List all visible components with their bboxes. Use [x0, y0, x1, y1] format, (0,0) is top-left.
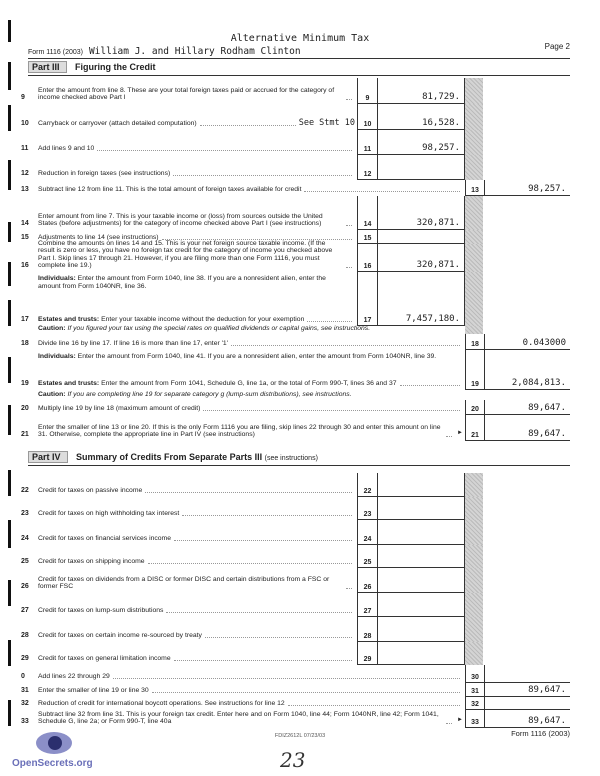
box-number: 13	[465, 180, 484, 196]
shaded-column	[465, 617, 483, 642]
line-20	[21, 400, 463, 413]
bold-lead: Estates and trusts:	[38, 380, 100, 388]
text: Reduction of credit for international boycott operations. See instructions for line 12	[38, 700, 285, 708]
scan-margin-mark	[8, 357, 11, 383]
line-24-amount-field[interactable]	[377, 520, 465, 545]
shaded-column	[465, 473, 483, 497]
part4-subtitle: (see instructions)	[264, 455, 318, 462]
line-16-amount-field[interactable]: 320,871.	[377, 244, 465, 272]
text: Subtract line 12 from line 11. This is the total amount of foreign taxes available for credit	[38, 186, 302, 194]
line-31-amount-field[interactable]: 89,647.	[484, 683, 570, 697]
text: Credit for taxes on dividends from a DISC or former DISC and certain distributions from a FSC or former FSC	[38, 575, 330, 591]
text: Divide line 16 by line 17. If line 16 is more than line 17, enter '1'	[38, 340, 228, 348]
bold-lead: Individuals:	[38, 275, 76, 282]
caution-lead: Caution:	[38, 391, 66, 398]
line-text	[38, 186, 301, 194]
line-number: 9	[21, 94, 25, 102]
line-17-amount-field[interactable]: 7,457,180.	[377, 272, 465, 326]
arrow-icon: ►	[457, 430, 463, 437]
line-number: 29	[21, 655, 29, 663]
line-number: 19	[21, 380, 29, 388]
box-number: 25	[357, 545, 377, 568]
line-number: 27	[21, 607, 29, 615]
line-10-amount-field[interactable]: 16,528.	[377, 104, 465, 130]
box-number: 15	[357, 230, 377, 244]
part4-header	[28, 451, 570, 466]
line-text	[38, 535, 171, 543]
dot-leader	[174, 540, 352, 541]
scan-margin-mark	[8, 700, 11, 726]
box-number: 9	[357, 78, 377, 104]
line-26	[21, 568, 355, 591]
text: Add lines 9 and 10	[38, 145, 95, 153]
line-22-amount-field[interactable]	[377, 473, 465, 497]
handwritten-page-number: 23	[280, 748, 306, 772]
box-number: 28	[357, 617, 377, 642]
dot-leader	[346, 267, 352, 268]
line-text	[38, 711, 443, 726]
page-label: Page 2	[544, 42, 570, 51]
line-14-amount-field[interactable]: 320,871.	[377, 196, 465, 230]
caution-text: If you are completing line 19 for separate category g (lump-sum distributions), see instructions.	[67, 391, 352, 398]
line-number: 31	[21, 687, 29, 695]
shaded-column	[465, 78, 483, 104]
line-0	[21, 665, 463, 681]
box-number: 12	[357, 155, 377, 180]
line-29	[21, 642, 355, 663]
shaded-column	[465, 272, 483, 326]
line-text	[38, 316, 304, 324]
line-text	[38, 576, 343, 591]
dot-leader	[174, 660, 352, 661]
shaded-column	[465, 545, 483, 568]
box-number: 19	[465, 350, 484, 390]
line-text	[38, 632, 202, 640]
line-13	[21, 180, 463, 194]
box-number: 17	[357, 272, 377, 326]
line-text	[38, 340, 228, 348]
scan-margin-mark	[8, 105, 11, 131]
text: Enter the amount from Form 1040, line 41. If you are a nonresident alien, enter the amount from Form 1040NR, line 39.	[77, 353, 437, 360]
text: Enter the amount from line 8. These are your total foreign taxes paid or accrued for the category of income checked above Part I	[38, 86, 335, 102]
line-number: 23	[21, 510, 29, 518]
shaded-column	[465, 104, 483, 130]
line-27	[21, 593, 355, 615]
caution-qualified-dividends	[38, 325, 370, 332]
line-number: 17	[21, 316, 29, 324]
line-15-amount-field[interactable]	[377, 230, 465, 244]
dot-leader	[113, 678, 460, 679]
statement-reference: See Stmt 10	[298, 118, 355, 129]
box-number: 30	[465, 665, 484, 683]
text: Enter your taxable income without the deduction for your exemption	[101, 316, 305, 324]
line-27-amount-field[interactable]	[377, 593, 465, 617]
scan-margin-mark	[8, 222, 11, 242]
dot-leader	[446, 723, 452, 724]
caution-text: If you figured your tax using the special rates on qualified dividends or capital gains, see instructions.	[67, 325, 371, 332]
line-number: 14	[21, 220, 29, 228]
line-text	[38, 487, 142, 495]
box-number: 14	[357, 196, 377, 230]
dot-leader	[182, 515, 352, 516]
text: Enter the smaller of line 19 or line 30	[38, 687, 149, 695]
line-text	[38, 687, 149, 695]
line-19-amount-field[interactable]: 2,084,813.	[484, 350, 570, 390]
shaded-column	[465, 642, 483, 665]
line-11-amount-field[interactable]: 98,257.	[377, 130, 465, 155]
box-number: 29	[357, 642, 377, 665]
scan-margin-mark	[8, 405, 11, 435]
dot-leader	[231, 345, 460, 346]
line-number: 33	[21, 718, 29, 726]
line-number: 22	[21, 487, 29, 495]
line-text	[38, 510, 179, 518]
shaded-column	[465, 326, 483, 334]
dot-leader	[288, 705, 460, 706]
line-number: 25	[21, 558, 29, 566]
line-number: 21	[21, 431, 29, 439]
part3-tag: Part III	[28, 61, 67, 73]
form-label: Form 1116 (2003)	[28, 49, 83, 56]
line-24	[21, 520, 355, 543]
box-number: 24	[357, 520, 377, 545]
text: Credit for taxes on general limitation income	[38, 655, 171, 663]
line-29-amount-field[interactable]	[377, 642, 465, 665]
footer-form-label: Form 1116 (2003)	[511, 729, 570, 738]
text: Credit for taxes on certain income re-sourced by treaty	[38, 632, 202, 640]
box-number: 33	[465, 710, 484, 728]
scan-margin-mark	[8, 160, 11, 190]
part4-title: Summary of Credits From Separate Parts III	[76, 452, 263, 462]
text: Enter the amount from Form 1040, line 38. If you are a nonresident alien, enter the amount from Form 1040NR, line 36.	[38, 275, 326, 290]
shaded-column	[465, 230, 483, 244]
line-number: 24	[21, 535, 29, 543]
text: Subtract line 32 from line 31. This is your foreign tax credit. Enter here and on Form 1040, line 44; Form 1040NR, line 42; Form 1041, Schedule G, line 2a; or Form 990-T, line 40a	[38, 710, 439, 726]
scan-margin-mark	[8, 640, 11, 666]
line-28	[21, 617, 355, 640]
scan-margin-mark	[8, 520, 11, 548]
form-header	[28, 42, 570, 59]
box-number: 21	[465, 415, 484, 441]
shaded-column	[465, 568, 483, 593]
line-text	[38, 87, 343, 102]
line-text	[38, 145, 94, 153]
line-11	[21, 130, 355, 153]
dot-leader	[346, 588, 352, 589]
part3-header	[28, 61, 570, 76]
line-text	[38, 213, 343, 228]
shaded-column	[465, 196, 483, 230]
line-32-amount-field[interactable]	[484, 697, 570, 710]
line-text	[38, 673, 110, 681]
dot-leader	[200, 125, 296, 126]
line-text	[38, 240, 343, 270]
line-number: 26	[21, 583, 29, 591]
text: Credit for taxes on lump-sum distributions	[38, 607, 164, 615]
shaded-column	[465, 593, 483, 617]
line-12-amount-field[interactable]	[377, 155, 465, 180]
bold-lead: Estates and trusts:	[38, 316, 100, 324]
box-number: 26	[357, 568, 377, 593]
logo-text: OpenSecrets.org	[12, 758, 93, 769]
line-text	[38, 424, 443, 439]
line-text	[38, 655, 171, 663]
dot-leader	[148, 563, 352, 564]
caution-lead: Caution:	[38, 325, 66, 332]
text: Enter amount from line 7. This is your taxable income or (loss) from sources outside the United States (before adjustments) for the category of income checked above Part I (see instructions)	[38, 212, 323, 228]
shaded-column	[465, 497, 483, 520]
line-text	[38, 607, 163, 615]
line-10	[21, 104, 355, 129]
shaded-column	[465, 520, 483, 545]
dot-leader	[203, 410, 460, 411]
line-12	[21, 155, 355, 178]
shaded-column	[465, 244, 483, 272]
line-32	[21, 697, 463, 708]
box-number: 23	[357, 497, 377, 520]
scan-margin-mark	[8, 580, 11, 606]
line-number: 15	[21, 234, 29, 242]
scan-margin-mark	[8, 62, 11, 90]
text: Enter the amount from Form 1041, Schedule G, line 1a, or the total of Form 990-T, lines 36 and 37	[101, 380, 397, 388]
dot-leader	[152, 692, 460, 693]
footer-code: FDIZ2612L 07/23/03	[274, 733, 326, 739]
dot-leader	[446, 436, 452, 437]
box-number: 20	[465, 400, 484, 415]
line-25-amount-field[interactable]	[377, 545, 465, 568]
box-number: 22	[357, 473, 377, 497]
line-9-amount-field[interactable]: 81,729.	[377, 78, 465, 104]
box-number: 32	[465, 697, 484, 710]
part4-tag: Part IV	[28, 451, 68, 463]
text: Multiply line 19 by line 18 (maximum amount of credit)	[38, 405, 201, 413]
line-25	[21, 545, 355, 566]
line-19	[21, 350, 463, 388]
scan-margin-mark	[8, 300, 11, 326]
dot-leader	[304, 191, 460, 192]
line-9	[21, 78, 355, 102]
dot-leader	[145, 492, 352, 493]
bold-lead: Individuals:	[38, 353, 76, 360]
text: Carryback or carryover (attach detailed computation)	[38, 120, 197, 128]
line-number: 12	[21, 170, 29, 178]
page-title: Alternative Minimum Tax	[230, 33, 370, 44]
box-number: 31	[465, 683, 484, 697]
text: Credit for taxes on high withholding tax interest	[38, 510, 180, 518]
dot-leader	[307, 321, 352, 322]
dot-leader	[166, 612, 352, 613]
taxpayer-name: William J. and Hillary Rodham Clinton	[88, 46, 301, 57]
line-number: 13	[21, 186, 29, 194]
line-16	[21, 239, 355, 270]
text: Adjustments to line 14 (see instructions)	[38, 234, 159, 242]
dot-leader	[97, 150, 352, 151]
line-33	[21, 710, 463, 726]
line-text	[38, 120, 197, 128]
box-number: 18	[465, 334, 484, 350]
line-17	[21, 272, 355, 324]
line-0-amount-field[interactable]	[484, 665, 570, 683]
line-text	[38, 700, 285, 708]
line-number: 32	[21, 700, 29, 708]
part3-title: Figuring the Credit	[75, 62, 156, 72]
line-13-amount-field[interactable]: 98,257.	[484, 180, 570, 196]
box-number: 16	[357, 244, 377, 272]
box-number: 11	[357, 130, 377, 155]
arrow-icon: ►	[457, 717, 463, 724]
shaded-column	[465, 155, 483, 180]
scan-margin-mark	[8, 470, 11, 496]
dot-leader	[205, 637, 352, 638]
line-14	[21, 196, 355, 228]
scan-margin-mark	[8, 262, 11, 286]
line-number: 20	[21, 405, 29, 413]
line-20-amount-field[interactable]: 89,647.	[484, 400, 570, 415]
text: Combine the amounts on lines 14 and 15. This is your net foreign source taxable income. (If the result is zero or less, you have no foreign tax credit for the category of income you checked above Part I. Skip lines 17 through 21. However, if you are filing more than one Form 1116, you must complete line 19.)	[38, 239, 333, 270]
line-23	[21, 497, 355, 518]
line-number: 0	[21, 673, 25, 681]
dot-leader	[173, 175, 352, 176]
dot-leader	[346, 225, 352, 226]
box-number: 27	[357, 593, 377, 617]
line-number: 11	[21, 145, 29, 153]
line-text	[38, 380, 397, 388]
line-number: 28	[21, 632, 29, 640]
dot-leader	[346, 99, 352, 100]
caution-lump-sum	[38, 391, 352, 398]
text: Enter the smaller of line 13 or line 20. If this is the only Form 1116 you are filing, skip lines 22 through 30 and enter this amount on line 31. Otherwise, complete the appropriate line in Part IV (see instructions)	[38, 423, 441, 439]
text: Credit for taxes on financial services income	[38, 535, 171, 543]
line-21-amount-field[interactable]: 89,647.	[484, 415, 570, 441]
dot-leader	[400, 385, 460, 386]
line-text	[38, 170, 170, 178]
text: Credit for taxes on passive income	[38, 487, 143, 495]
opensecrets-logo	[12, 732, 92, 774]
line-26-amount-field[interactable]	[377, 568, 465, 593]
line-28-amount-field[interactable]	[377, 617, 465, 642]
line-22	[21, 473, 355, 495]
line-21	[21, 415, 463, 439]
eye-pupil-icon	[48, 736, 62, 750]
shaded-column	[465, 130, 483, 155]
text: Credit for taxes on shipping income	[38, 558, 145, 566]
line-number: 10	[21, 120, 29, 128]
line-33-amount-field[interactable]: 89,647.	[484, 710, 570, 728]
line-23-amount-field[interactable]	[377, 497, 465, 520]
line-31	[21, 683, 463, 695]
line-text	[38, 405, 200, 413]
box-number: 10	[357, 104, 377, 130]
line-18-amount-field[interactable]: 0.043000	[484, 334, 570, 350]
line-number: 18	[21, 340, 29, 348]
line-text	[38, 558, 145, 566]
line-18	[21, 334, 463, 348]
text: Add lines 22 through 29	[38, 673, 110, 681]
text: Reduction in foreign taxes (see instructions)	[38, 170, 171, 178]
line-number: 16	[21, 262, 29, 270]
